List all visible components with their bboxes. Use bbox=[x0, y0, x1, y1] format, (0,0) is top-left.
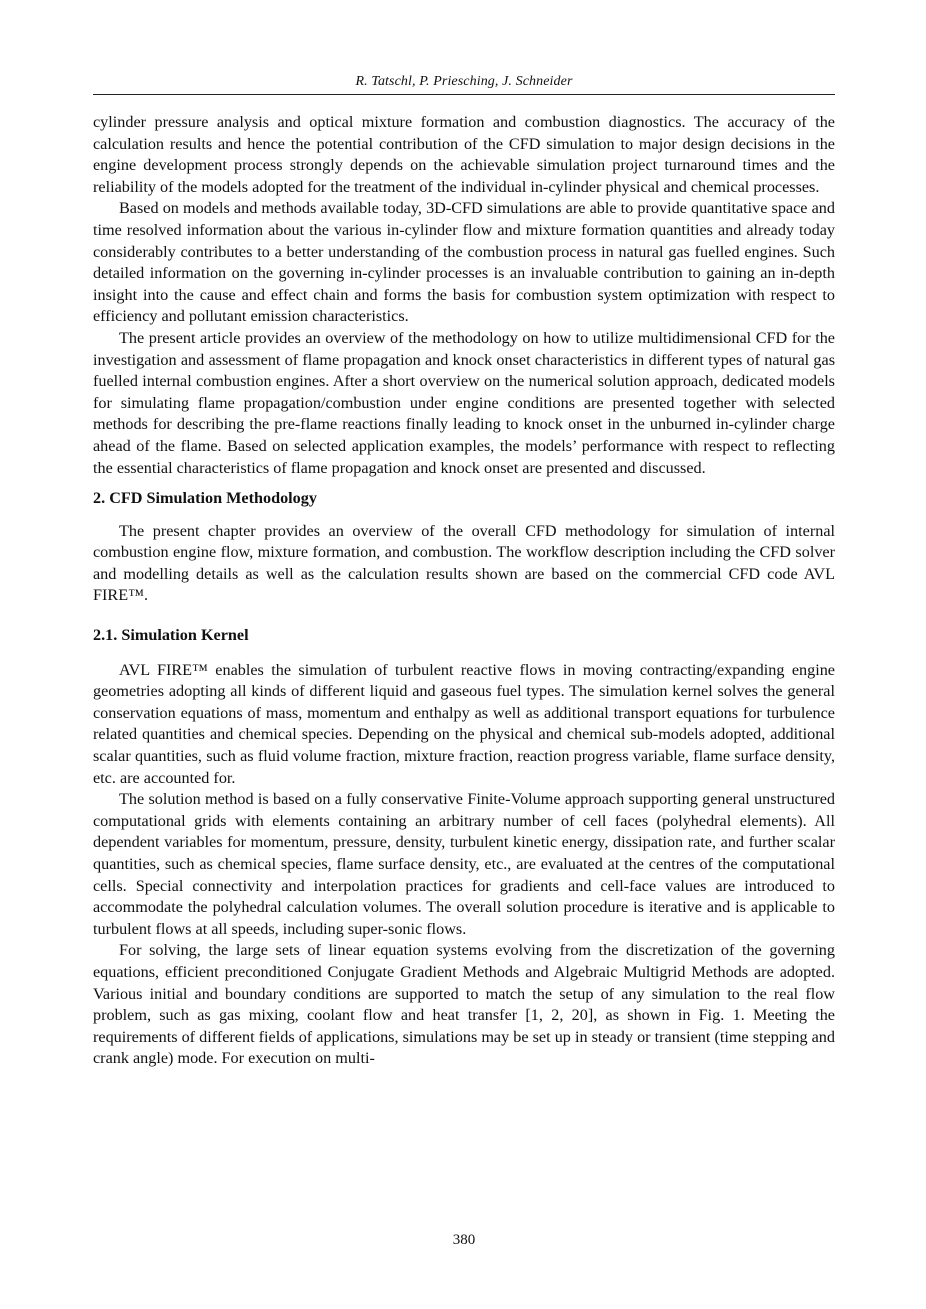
page-body bbox=[93, 112, 835, 1070]
page-number: 380 bbox=[452, 1232, 476, 1248]
paragraph-section2: The present chapter provides an overview of the overall CFD methodology for simulation of internal combustion engine flow, mixture formation, and combustion. The workflow description including the CFD solver and modelling details as well as the calculation results shown are based on the commercial CFD code AVL FIRE™. bbox=[93, 521, 835, 605]
paragraph-intro-3: The present article provides an overview of the methodology on how to utilize multidimensional CFD for the investigation and assessment of flame propagation and knock onset characteristics in different types of natural gas fuelled internal combustion engines. After a short overview on the numerical solution approach, dedicated models for simulating flame propagation/combustion under engine conditions are presented together with selected methods for describing the pre-flame reactions finally leading to knock onset in the unburned in-cylinder charge ahead of the flame. Based on selected application examples, the models’ performance with respect to reflecting the essential characteristics of flame propagation and knock onset are presented and discussed. bbox=[93, 328, 835, 477]
paragraph-kernel-3: For solving, the large sets of linear equation systems evolving from the discretization of the governing equations, efficient preconditioned Conjugate Gradient Methods and Algebraic Multigrid Methods are adopted. Various initial and boundary conditions are supported to match the setup of any simulation to the real flow problem, such as gas mixing, coolant flow and heat transfer [1, 2, 20], as shown in Fig. 1. Meeting the requirements of different fields of applications, simulations may be set up in steady or transient (time stepping and crank angle) mode. For execution on multi- bbox=[93, 941, 835, 1068]
section-heading-cfd-methodology: 2. CFD Simulation Methodology bbox=[93, 489, 317, 508]
header-divider bbox=[93, 94, 835, 95]
running-header: R. Tatschl, P. Priesching, J. Schneider bbox=[355, 74, 573, 89]
subsection-heading-simulation-kernel: 2.1. Simulation Kernel bbox=[93, 626, 249, 645]
paragraph-intro-2: Based on models and methods available today, 3D-CFD simulations are able to provide quantitative space and time resolved information about the various in-cylinder flow and mixture formation quantities and already today considerably contributes to a better understanding of the combustion process in natural gas fuelled engines. Such detailed information on the governing in-cylinder processes is an invaluable contribution to gaining an in-depth insight into the cause and effect chain and forms the basis for combustion system optimization with respect to efficiency and pollutant emission characteristics. bbox=[93, 199, 835, 326]
paragraph-kernel-1: AVL FIRE™ enables the simulation of turbulent reactive flows in moving contracting/expanding engine geometries adopting all kinds of different liquid and gaseous fuel types. The simulation kernel solves the general conservation equations of mass, momentum and enthalpy as well as additional transport equations for turbulence related quantities and chemical species. Depending on the physical and chemical sub-models adopted, additional scalar quantities, such as fluid volume fraction, mixture fraction, reaction progress variable, flame surface density, etc. are accounted for. bbox=[93, 660, 835, 787]
paragraph-kernel-2: The solution method is based on a fully conservative Finite-Volume approach supporting general unstructured computational grids with elements containing an arbitrary number of cell faces (polyhedral elements). All dependent variables for momentum, pressure, density, turbulent kinetic energy, dissipation rate, and further scalar quantities, such as chemical species, flame surface density, etc., are evaluated at the centres of the computational cells. Special connectivity and interpolation practices for gradients and cell-face values are introduced to accommodate the polyhedral calculation volumes. The overall solution procedure is iterative and is applicable to turbulent flows at all speeds, including super-sonic flows. bbox=[93, 790, 835, 938]
paragraph-intro-continued: cylinder pressure analysis and optical mixture formation and combustion diagnostics. The accuracy of the calculation results and hence the potential contribution of the CFD simulation to major design decisions in the engine development process strongly depends on the achievable simulation project turnaround times and the reliability of the models adopted for the treatment of the individual in-cylinder physical and chemical processes. bbox=[93, 113, 835, 196]
